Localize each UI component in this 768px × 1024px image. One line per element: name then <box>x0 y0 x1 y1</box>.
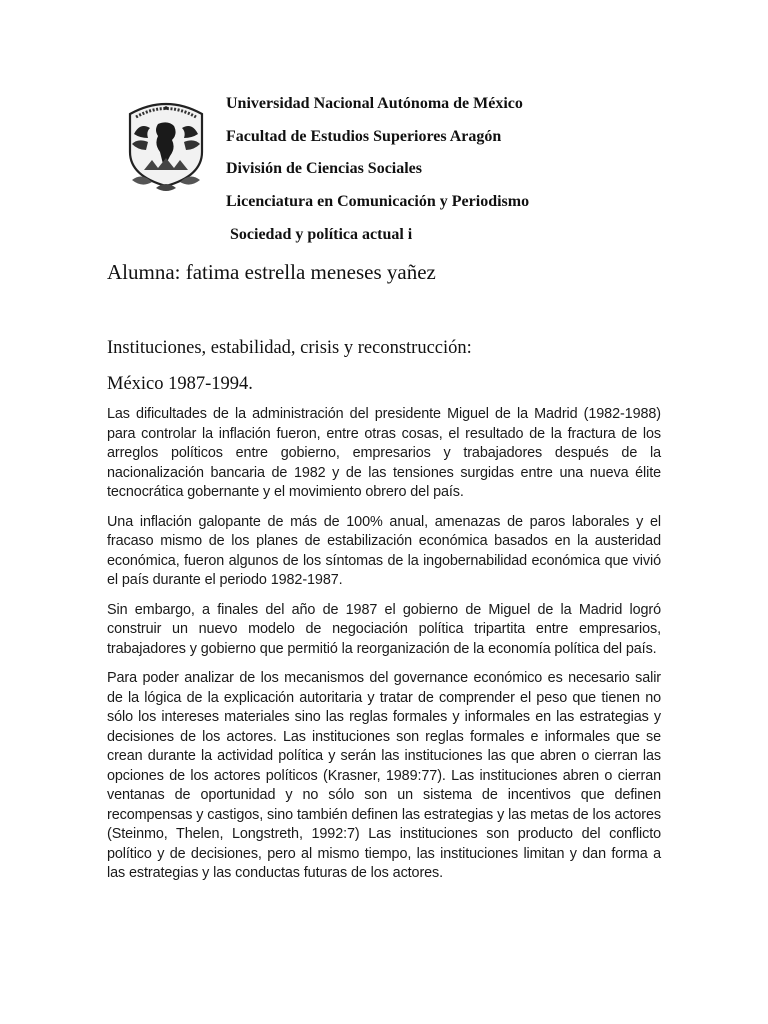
paragraph-4: Para poder analizar de los mecanismos del governance económico es necesario salir de la lógica de la explicación autoritaria y tratar de comprender el peso que tienen no sólo los intereses materiales sino las reglas formales y informales en las estrategias y decisiones de los actores. Las instituciones son reglas formales e informales que se crean durante la actividad política y serán las instituciones las que abren o cierran las opciones de los actores políticos (Krasner, 1989:77). Las instituciones abren o cierran ventanas de oportunidad y no sólo son un sistema de incentivos que definen recompensas y castigos, sino también definen las estrategias y las metas de los actores (Steinmo, Thelen, Longstreth, 1992:7) Las instituciones son producto del conflicto político y de decisiones, pero al mismo tiempo, las instituciones limitan y dan forma a las estrategias y las conductas futuras de los actores. <box>107 670 661 881</box>
course-name: Sociedad y política actual i <box>230 225 413 243</box>
section-title: Instituciones, estabilidad, crisis y reconstrucción: <box>107 338 472 358</box>
division-name: División de Ciencias Sociales <box>226 160 423 178</box>
degree-name: Licenciatura en Comunicación y Periodismo <box>226 193 530 211</box>
section-subtitle: México 1987-1994. <box>107 374 253 394</box>
university-name: Universidad Nacional Autónoma de México <box>226 95 523 112</box>
student-name: Alumna: fatima estrella meneses yañez <box>107 260 436 284</box>
faculty-name: Facultad de Estudios Superiores Aragón <box>226 127 502 145</box>
body-text <box>107 405 661 894</box>
paragraph-1: Las dificultades de la administración del presidente Miguel de la Madrid (1982-1988) para controlar la inflación fueron, entre otras cosas, el resultado de la fractura de los arreglos políticos entre gobierno, empresarios y trabajadores después de la nacionalización bancaria de 1982 y de las tensiones surgidas entre una nueva élite tecnocrática gobernante y el movimiento obrero del país. <box>107 406 661 500</box>
header-block <box>226 94 529 257</box>
paragraph-2: Una inflación galopante de más de 100% anual, amenazas de paros laborales y el fracaso mismo de los planes de estabilización económica basados en la austeridad económica, fueron algunos de los síntomas de la ingobernabilidad económica que vivió el país durante el periodo 1982-1987. <box>107 513 661 588</box>
paragraph-3: Sin embargo, a finales del año de 1987 el gobierno de Miguel de la Madrid logró construir un nuevo modelo de negociación política tripartita entre empresarios, trabajadores y gobierno que permitió la reorganización de la economía política del país. <box>107 601 661 657</box>
unam-seal-icon <box>118 94 214 196</box>
